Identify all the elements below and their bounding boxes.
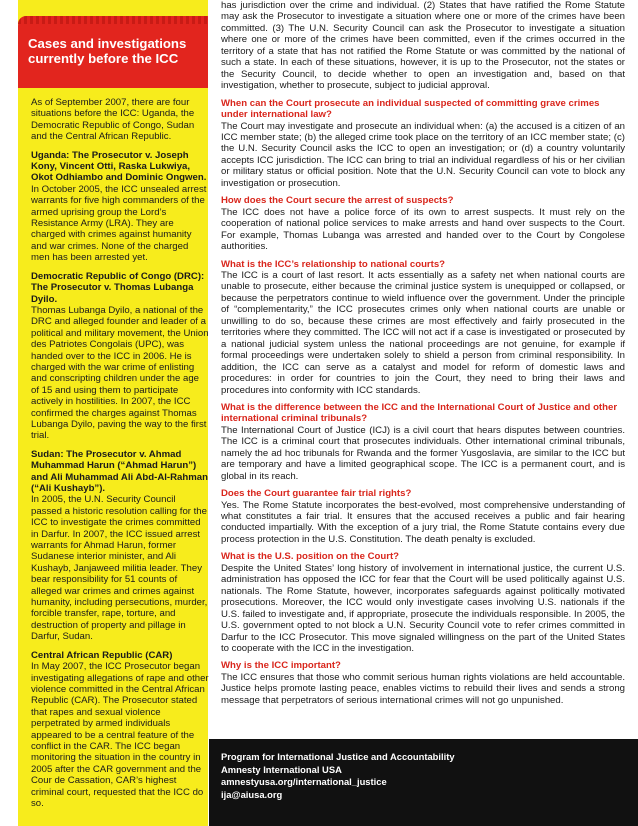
section-answer: The ICC ensures that those who commit serious human rights violations are held accountable. Justice helps promote lasting peace, enables victims to rebuild their lives and sends a strong message that perpetrators of serious international crimes will not go unpunished. bbox=[221, 671, 625, 706]
case-body: In 2005, the U.N. Security Council passed a historic resolution calling for the ICC to investigate the crimes committed in Darfur. In 2007, the ICC issued arrest warrants for Ahmad Harun, former Sudanese interior minister, and Ali Kushayb, Janjaweed militia leader. They bear responsibility for 51 counts of alleged war crimes and crimes against humanity, including persecutions, murder, forcible transfer, rape, torture, and destruction of property and pillage in Darfur, Sudan. bbox=[31, 494, 208, 643]
case-heading: Sudan: The Prosecutor v. Ahmad Muhammad Harun (“Ahmad Harun”) and Ali Muhammad Ali Abd-Al-Rahman (“Ali Kushayb”). bbox=[31, 448, 208, 494]
opening-paragraph: has jurisdiction over the crime and individual. (2) States that have ratified the Rome Statute may ask the Prosecutor to investigate a situation where one or more of the crimes have been committed. (3) The U.N. Security Council can ask the Prosecutor to investigate a situation where one or more of the crimes have been committed, even if the crimes occurred in the territory of a state that has not ratified the Rome Statute or was committed by the national of such a state. In each of these situations, however, it is up to the Prosecutor, not the states or the Security Council, to decide whether to open an investigation and, based on that investigation, whether to prosecute, subject to judicial approval. bbox=[221, 0, 625, 92]
section-question: When can the Court prosecute an individual suspected of committing grave crimes under international law? bbox=[221, 97, 600, 121]
section-question: What is the ICC’s relationship to national courts? bbox=[221, 258, 446, 270]
sidebar bbox=[18, 0, 208, 826]
case-body: In October 2005, the ICC unsealed arrest warrants for five high commanders of the armed uprising group the Lord’s Resistance Army (LRA). They are charged with crimes against humanity and war crimes. None of the charged men has been arrested yet. bbox=[31, 183, 207, 264]
case-sudan bbox=[31, 449, 209, 643]
section-question: Does the Court guarantee fair trial rights? bbox=[221, 488, 412, 500]
section-answer: Despite the United States’ long history of involvement in international justice, the current U.S. administration has opposed the ICC for fear that the Court will be used politically against U.S. nationals. The Rome Statute, however, incorporates safeguards against politically motivated prosecutions. Moreover, the ICC would only investigate cases involving U.S. nationals if the U.S. failed to investigate and, if appropriate, prosecute the individuals responsible. In 2005, the U.S. government opted to not block a U.N. Security Council vote to refer crimes committed in Darfur to the ICC Prosecutor. This move signaled willingness on the part of the United States to cooperate with the ICC in the investigation. bbox=[221, 562, 625, 655]
section-question: Why is the ICC important? bbox=[221, 660, 341, 672]
sidebar-title: Cases and investigations currently before the ICC bbox=[28, 36, 187, 66]
case-uganda bbox=[31, 150, 209, 264]
section-answer: Yes. The Rome Statute incorporates the best-evolved, most comprehensive understanding of what constitutes a fair trial. It ensures that the accused receives a public and fair hearing conducted impartially. With the exception of a jury trial, the Rome Statute contains every due process protection in the U.S. Constitution. The death penalty is excluded. bbox=[221, 499, 625, 545]
section-question: What is the U.S. position on the Court? bbox=[221, 551, 400, 563]
section-answer: The Court may investigate and prosecute an individual when: (a) the accused is a citizen of an ICC member state; (b) the alleged crime took place on the territory of an ICC member state; (c) the U.N. Security Council asks the ICC to open an investigation; or (d) a country voluntarily accepts ICC jurisdiction. The ICC can bring to trial an individual regardless of his or her civilian or military status or official position. Note that the U.N. Security Council can vote to block any investigation or prosecution. bbox=[221, 120, 625, 189]
main-column bbox=[221, 0, 625, 706]
footer-website: amnestyusa.org/international_justice bbox=[221, 776, 387, 787]
sidebar-intro: As of September 2007, there are four situations before the ICC: Uganda, the Democratic Republic of Congo, Sudan and the Central African Republic. bbox=[31, 97, 195, 143]
section-answer: The ICC does not have a police force of its own to arrest suspects. It must rely on the cooperation of national police services to make arrests and hand over suspects to the Court. For example, Thomas Lubanga was arrested and handed over to the Court by Congolese authorities. bbox=[221, 206, 625, 253]
section-answer: The International Court of Justice (ICJ) is a civil court that hears disputes between countries. The ICC is a criminal court that prosecutes individuals. Other international criminal tribunals, namely the ad hoc tribunals for Rwanda and the former Yusgoslavia, are similar to the ICC but are temporary and have a limited geographical scope. The ICC is a permanent court, and is global in its reach. bbox=[221, 424, 625, 482]
case-heading: Central African Republic (CAR) bbox=[31, 649, 173, 661]
sidebar-body bbox=[31, 97, 209, 816]
case-body: Thomas Lubanga Dyilo, a national of the DRC and alleged founder and leader of a political and military movement, the Union des Patriotes Congolais (UPC), was handed over to the ICC in 2006. He is charged with the war crime of enlisting and conscripting children under the age of 15 and using them to participate actively in hostilities. In 2007, the ICC confirmed the charges against Thomas Lubanga Dyilo, paving the way to the first trial. bbox=[31, 304, 209, 442]
case-drc bbox=[31, 271, 209, 442]
case-heading: Uganda: The Prosecutor v. Joseph Kony, Vincent Otti, Raska Lukwiya, Okot Odhiambo and Dominic Ongwen. bbox=[31, 149, 207, 184]
footer-program: Program for International Justice and Accountability bbox=[221, 751, 455, 762]
footer-organization: Amnesty International USA bbox=[221, 763, 342, 775]
footer-text bbox=[221, 751, 621, 801]
case-heading: Democratic Republic of Congo (DRC): The Prosecutor v. Thomas Lubanga Dyilo. bbox=[31, 270, 205, 305]
case-body: In May 2007, the ICC Prosecutor began investigating allegations of rape and other violence committed in the Central African Republic (CAR). The Prosecutor stated that rapes and sexual violence perpetrated by armed individuals appeared to be a central feature of the conflict in the CAR. The ICC began monitoring the situation in the country in 2005 after the CAR government and the Cour de Cassation, CAR’s highest criminal court, requested that the ICC do so. bbox=[31, 661, 209, 809]
case-car bbox=[31, 650, 209, 810]
footer-email: ija@aiusa.org bbox=[221, 788, 283, 800]
sidebar-header bbox=[18, 16, 208, 88]
section-question: What is the difference between the ICC and the International Court of Justice and other international criminal tribunals? bbox=[221, 401, 618, 425]
footer-box bbox=[209, 739, 638, 826]
section-answer: The ICC is a court of last resort. It acts essentially as a safety net when national courts are unable to prosecute, either because the criminal justice system is unequipped or collapsed, or because the perpetrators continue to wield influence over the government. Under the principle of “complementarity,” the ICC prosecutes crimes only when national courts are unable or unwilling to do so, because these crimes are most effectively and fairly prosecuted in the territories where they committed. The ICC will not act if a case is investigated or prosecuted by a national judicial system unless the national proceedings are not genuine, for example if formal proceedings were undertaken solely to shield a person from criminal responsibility. In addition, the ICC can serve as a catalyst and model for reform of domestic laws and procedures: in order for countries to join the Court, they need to bring their laws and procedures into conformity with ICC standards. bbox=[221, 269, 625, 396]
header-stripe-decoration bbox=[18, 16, 208, 24]
section-question: How does the Court secure the arrest of suspects? bbox=[221, 195, 454, 207]
